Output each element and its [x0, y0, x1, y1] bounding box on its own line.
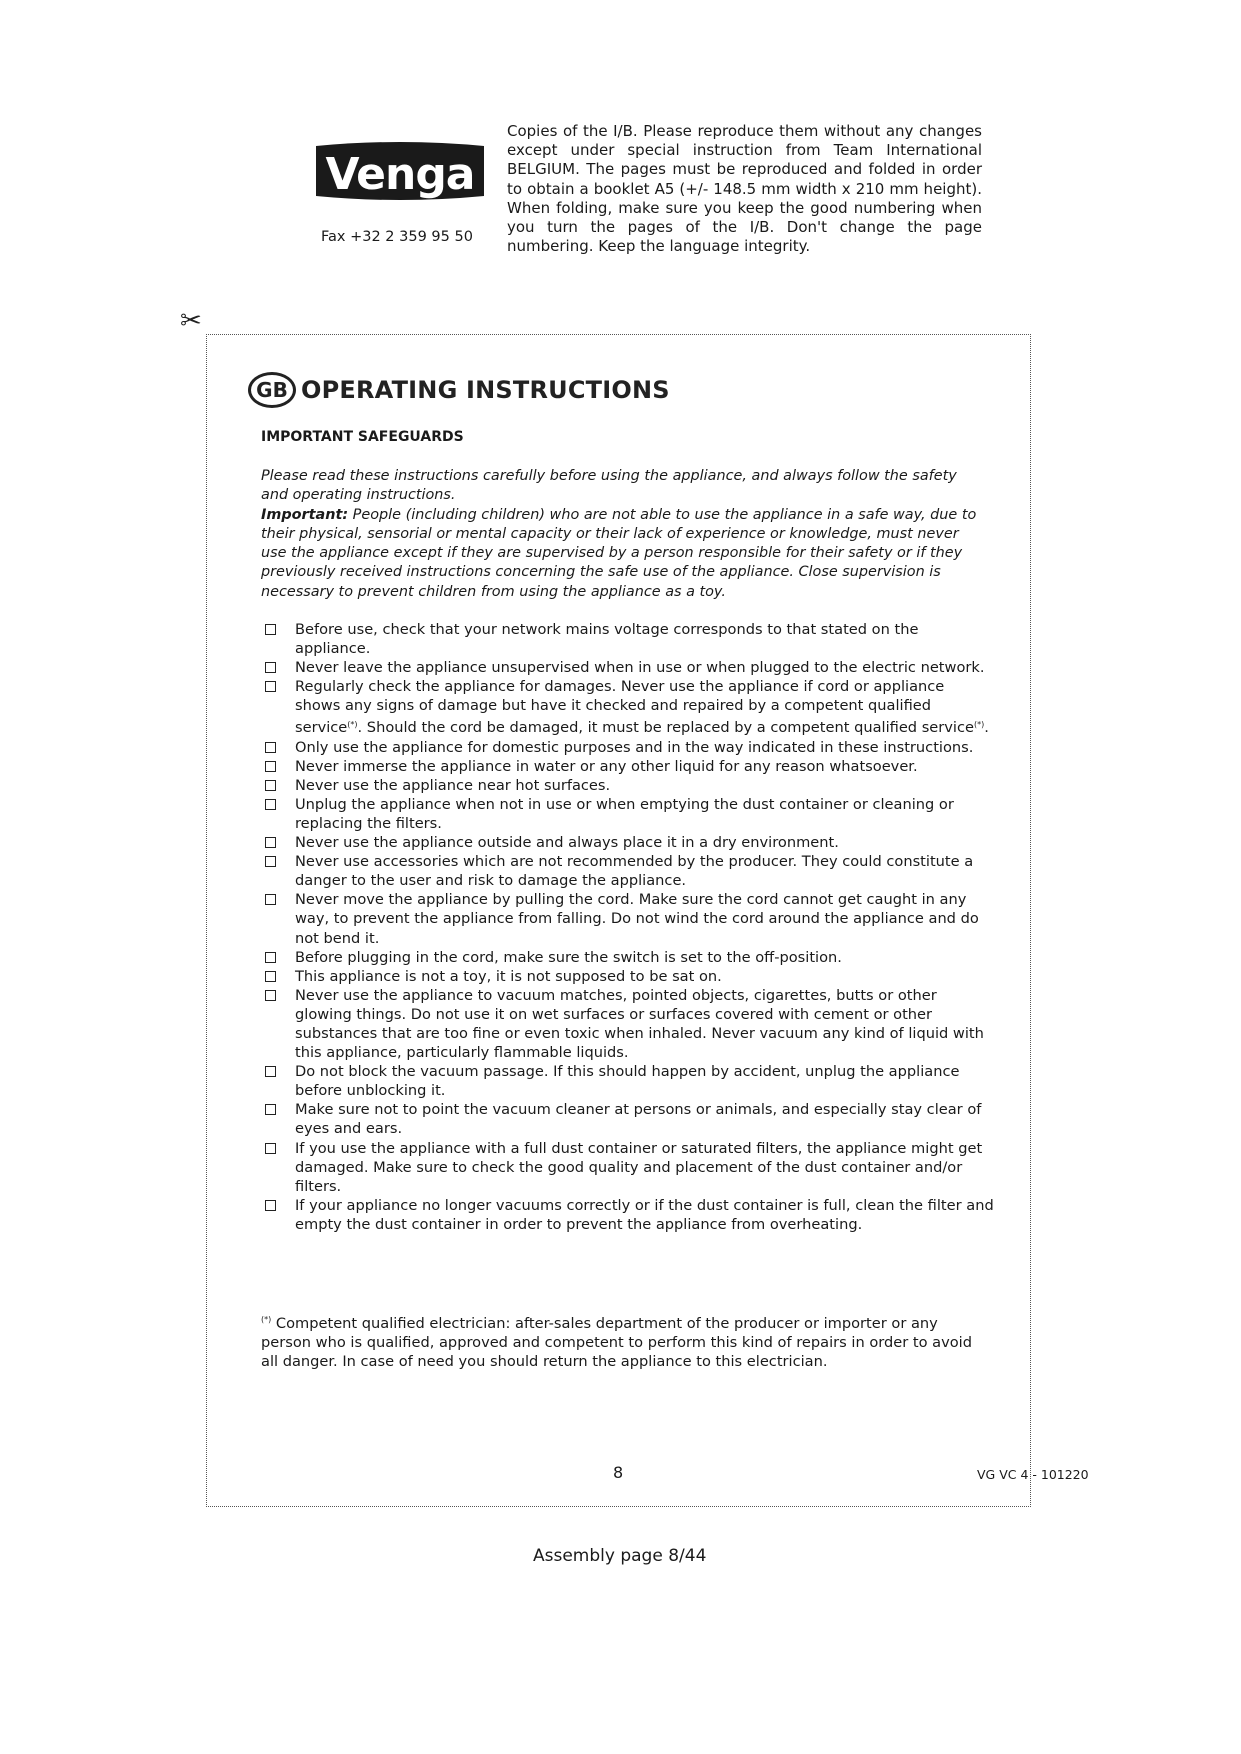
scissors-icon: ✂: [180, 306, 202, 336]
section-heading: [248, 372, 670, 408]
gb-language-badge: GB: [248, 372, 296, 408]
intro-paragraph: [261, 467, 981, 602]
footnote-text: Competent qualified electrician: after-sales department of the producer or importer or any person who is qualified, approved and competent to perform this kind of repairs in order to avoid all danger. In case of need you should return the appliance to this electrician.: [261, 1314, 973, 1371]
list-item-text: This appliance is not a toy, it is not supposed to be sat on.: [295, 967, 722, 985]
intro-text: Please read these instructions carefully before using the appliance, and always follow the safety and operating instructions.: [261, 468, 957, 504]
list-item: [261, 776, 994, 795]
page-number: 8: [613, 1463, 624, 1482]
checkbox-bullet-icon: [265, 780, 276, 791]
list-item-text: .: [984, 719, 989, 737]
list-item: [261, 1100, 994, 1138]
checkbox-bullet-icon: [265, 1104, 276, 1115]
checkbox-bullet-icon: [265, 837, 276, 848]
list-item: [261, 620, 994, 658]
list-item: [261, 658, 994, 677]
list-item: [261, 986, 994, 1062]
venga-logo-graphic: [312, 138, 488, 210]
list-item: [261, 795, 994, 833]
checkbox-bullet-icon: [265, 1200, 276, 1211]
checkbox-bullet-icon: [265, 894, 276, 905]
list-item-text: Never use the appliance to vacuum matches, pointed objects, cigarettes, butts or other glowing things. Do not use it on wet surfaces or surfaces covered with cement or other substances that are too fine or even toxic when inhaled. Never vacuum any kind of liquid with this appliance, particularly flammable liquids.: [295, 986, 984, 1062]
list-item: [261, 1062, 994, 1100]
list-item: [261, 738, 994, 757]
footnote-mark: (*): [973, 720, 985, 730]
list-item-text: If you use the appliance with a full dust container or saturated filters, the appliance might get damaged. Make sure to check the good quality and placement of the dust container and/or filters.: [295, 1139, 983, 1195]
checkbox-bullet-icon: [265, 799, 276, 810]
checkbox-bullet-icon: [265, 681, 276, 692]
list-item: [261, 677, 994, 737]
list-item: [261, 757, 994, 776]
reproduction-notice: Copies of the I/B. Please reproduce them without any changes except under special instruction from Team International BELGIUM. The pages must be reproduced and folded in order to obtain a booklet A5 (+/- 148.5 mm width x 210 mm height). When folding, make sure you keep the good numbering when you turn the pages of the I/B. Don't change the page numbering. Keep the language integrity.: [507, 122, 982, 256]
list-item: [261, 1139, 994, 1196]
list-item-text: Never use accessories which are not recommended by the producer. They could constitute a danger to the user and risk to damage the appliance.: [295, 853, 974, 890]
list-item-text: Never immerse the appliance in water or any other liquid for any reason whatsoever.: [295, 757, 918, 775]
checkbox-bullet-icon: [265, 952, 276, 963]
checkbox-bullet-icon: [265, 1143, 276, 1154]
important-label: Important:: [261, 506, 349, 523]
assembly-page-label: Assembly page 8/44: [533, 1546, 707, 1566]
list-item-text: Regularly check the appliance for damages. Never use the appliance if cord or appliance shows any signs of damage but have it checked and repaired by a competent qualified service: [295, 678, 945, 737]
page-title: OPERATING INSTRUCTIONS: [301, 376, 670, 404]
list-item: [261, 948, 994, 967]
section-subtitle: IMPORTANT SAFEGUARDS: [261, 429, 464, 445]
footnote-mark: (*): [347, 720, 358, 730]
important-paragraph: [261, 506, 981, 602]
list-item-text: Never leave the appliance unsupervised when in use or when plugged to the electric network.: [295, 659, 985, 677]
important-text: People (including children) who are not able to use the appliance in a safe way, due to their physical, sensorial or mental capacity or their lack of experience or knowledge, must never use the appliance except if they are supervised by a person responsible for their safety or if they previously received instructions concerning the safe use of the appliance. Close supervision is necessary to prevent children from using the appliance as a toy.: [261, 506, 977, 600]
list-item: [261, 890, 994, 947]
list-item-text: Before plugging in the cord, make sure the switch is set to the off-position.: [295, 948, 842, 966]
checkbox-bullet-icon: [265, 856, 276, 867]
checkbox-bullet-icon: [265, 624, 276, 635]
list-item-text: Never move the appliance by pulling the cord. Make sure the cord cannot get caught in any way, to prevent the appliance from falling. Do not wind the cord around the appliance and do not bend it.: [295, 891, 979, 947]
checkbox-bullet-icon: [265, 662, 276, 673]
checkbox-bullet-icon: [265, 990, 276, 1001]
footnote-mark: (*): [261, 1315, 272, 1324]
checkbox-bullet-icon: [265, 971, 276, 982]
safeguards-list: [261, 620, 994, 1234]
list-item-text: If your appliance no longer vacuums correctly or if the dust container is full, clean the filter and empty the dust container in order to prevent the appliance from overheating.: [295, 1196, 994, 1233]
checkbox-bullet-icon: [265, 1066, 276, 1077]
model-code: VG VC 4 - 101220: [977, 1467, 1089, 1482]
list-item-text: Make sure not to point the vacuum cleaner at persons or animals, and especially stay clear of eyes and ears.: [295, 1101, 982, 1138]
checkbox-bullet-icon: [265, 761, 276, 772]
list-item-text: Only use the appliance for domestic purposes and in the way indicated in these instructions.: [295, 738, 974, 756]
list-item-text: . Should the cord be damaged, it must be replaced by a competent qualified service: [357, 719, 974, 737]
checkbox-bullet-icon: [265, 742, 276, 753]
list-item-text: Never use the appliance outside and always place it in a dry environment.: [295, 834, 839, 852]
list-item-text: Before use, check that your network mains voltage corresponds to that stated on the appliance.: [295, 621, 919, 658]
footnote: [261, 1310, 981, 1372]
logo-text: Venga: [325, 149, 475, 200]
list-item: [261, 833, 994, 852]
list-item-text: Never use the appliance near hot surfaces.: [295, 776, 611, 794]
list-item-text: Unplug the appliance when not in use or when emptying the dust container or cleaning or replacing the filters.: [295, 795, 954, 832]
list-item-text: Do not block the vacuum passage. If this should happen by accident, unplug the appliance before unblocking it.: [295, 1063, 960, 1100]
list-item: [261, 1196, 994, 1234]
venga-logo: [312, 138, 488, 210]
list-item: [261, 967, 994, 986]
fax-number: Fax +32 2 359 95 50: [321, 229, 473, 245]
list-item: [261, 852, 994, 890]
